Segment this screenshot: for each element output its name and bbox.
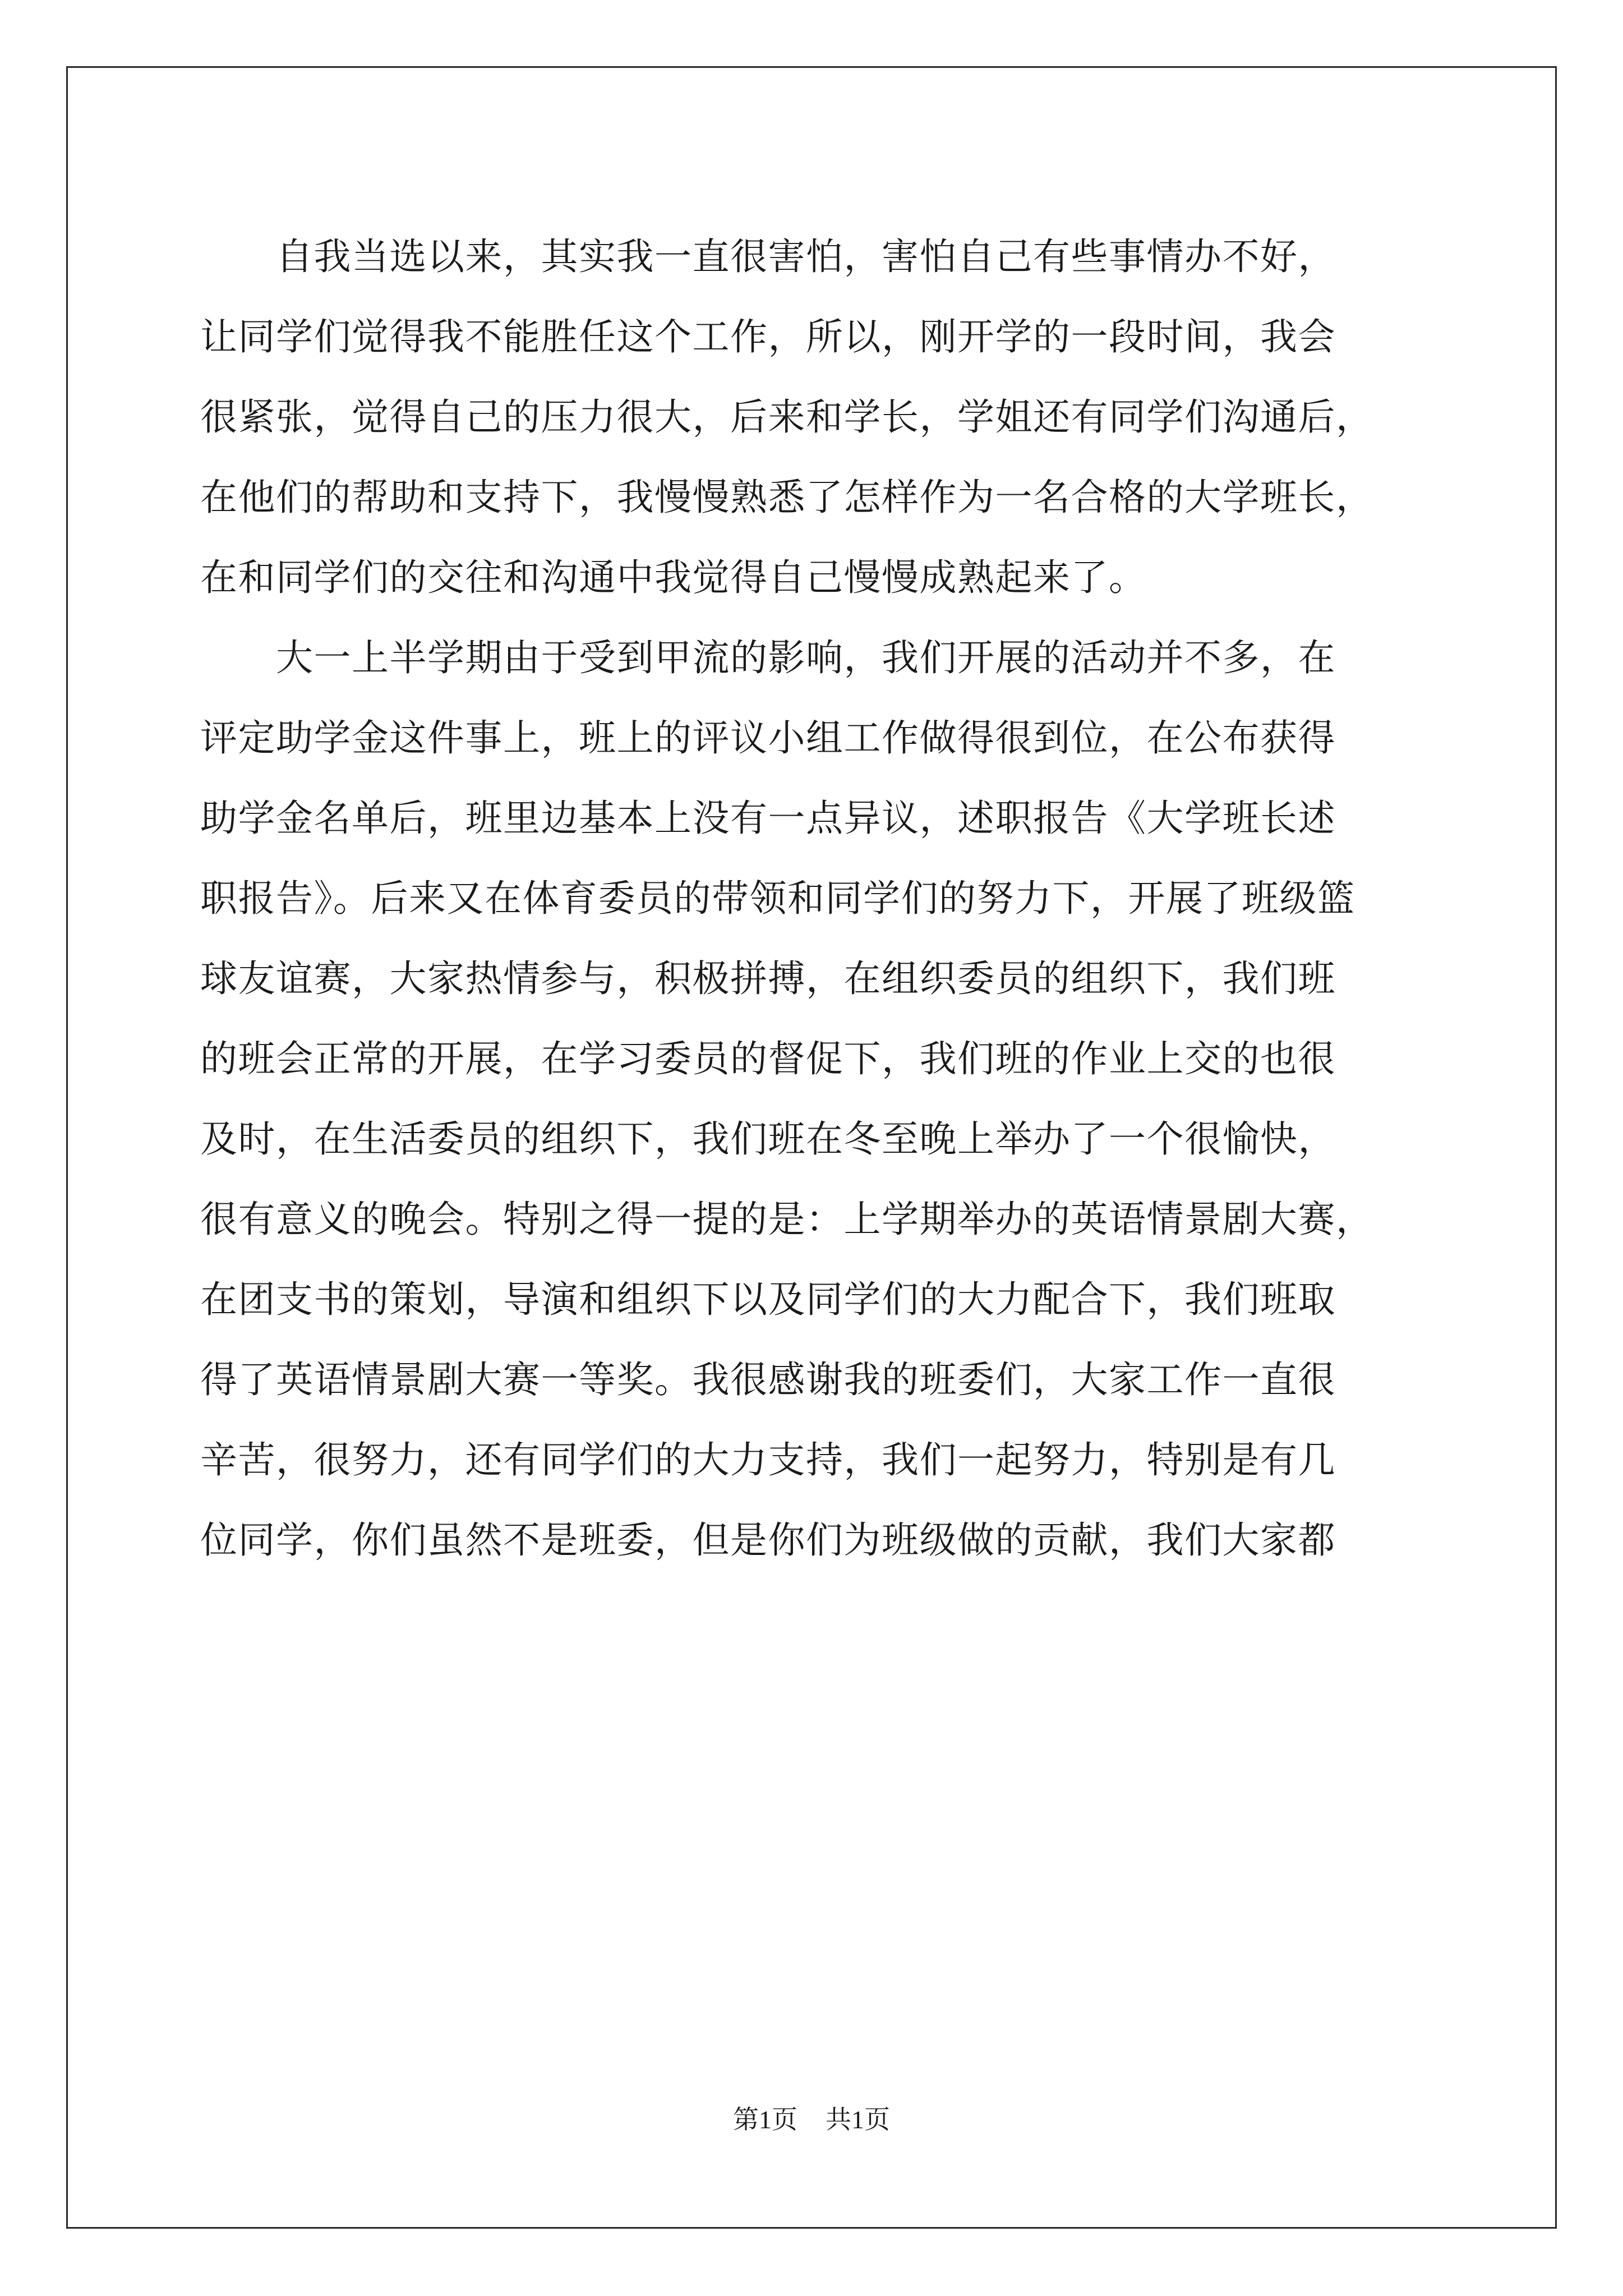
text-line: 职报告》。后来又在体育委员的带领和同学们的努力下，开展了班级篮	[200, 877, 1355, 920]
text-line: 很有意义的晚会。特别之得一提的是：上学期举办的英语情景剧大赛，	[200, 1198, 1374, 1241]
text-line: 大一上半学期由于受到甲流的影响，我们开展的活动并不多，在	[200, 636, 1336, 679]
text-line: 及时，在生活委员的组织下，我们班在冬至晚上举办了一个很愉快，	[200, 1117, 1336, 1161]
page-number-total: 共1页	[826, 2105, 890, 2134]
text-line: 位同学，你们虽然不是班委，但是你们为班级做的贡献，我们大家都	[200, 1519, 1336, 1562]
text-line: 在和同学们的交往和沟通中我觉得自己慢慢成熟起来了。	[200, 556, 1147, 599]
text-line: 辛苦，很努力，还有同学们的大力支持，我们一起努力，特别是有几	[200, 1438, 1336, 1481]
text-line: 助学金名单后，班里边基本上没有一点异议，述职报告《大学班长述	[200, 797, 1336, 840]
text-line: 球友谊赛，大家热情参与，积极拼搏，在组织委员的组织下，我们班	[200, 957, 1336, 1000]
text-line: 评定助学金这件事上，班上的评议小组工作做得很到位，在公布获得	[200, 716, 1336, 760]
text-line: 让同学们觉得我不能胜任这个工作，所以，刚开学的一段时间，我会	[200, 315, 1336, 358]
text-line: 很紧张，觉得自己的压力很大，后来和学长，学姐还有同学们沟通后，	[200, 395, 1374, 439]
text-line: 在他们的帮助和支持下，我慢慢熟悉了怎样作为一名合格的大学班长，	[200, 476, 1374, 519]
text-line: 在团支书的策划，导演和组织下以及同学们的大力配合下，我们班取	[200, 1278, 1336, 1321]
text-line: 的班会正常的开展，在学习委员的督促下，我们班的作业上交的也很	[200, 1037, 1336, 1080]
text-line: 得了英语情景剧大赛一等奖。我很感谢我的班委们，大家工作一直很	[200, 1358, 1336, 1401]
page-number-current: 第1页	[733, 2105, 797, 2134]
text-line: 自我当选以来，其实我一直很害怕，害怕自己有些事情办不好，	[200, 235, 1336, 278]
page-footer	[0, 2103, 1623, 2137]
